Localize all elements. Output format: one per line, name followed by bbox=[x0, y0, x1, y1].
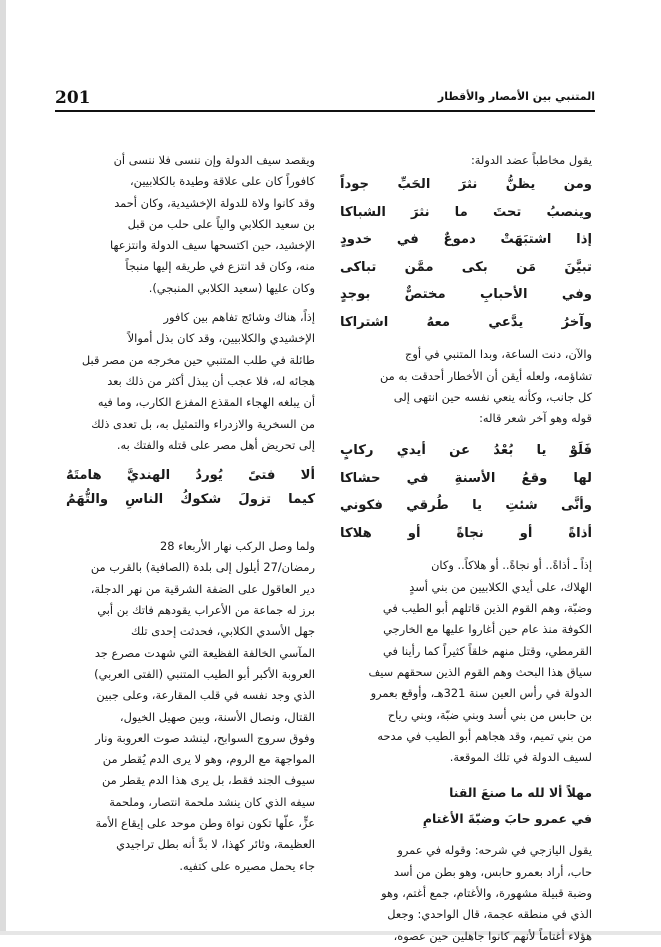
running-title: المتنبي بين الأمصار والأقطار bbox=[437, 90, 595, 103]
text-line: الإخشيد، حين اكتسحها سيف الدولة وانتزعها bbox=[109, 238, 315, 253]
text-line: العظيمة، وثائر كهذا، لا بدَّ أنه بطل تراجيدي bbox=[116, 837, 315, 852]
verse-line: في عمرو حابَ وضبّةَ الأغتامِ bbox=[422, 811, 592, 827]
verse-line: وأنَّى شئتِ يا طُرقي فكوني bbox=[340, 498, 592, 514]
text-line: المواجهة مع الروم، وهو لا يرى الدم يُقطر من bbox=[102, 752, 315, 767]
verse-line: تبيَّنَ مَن بكى ممَّن تباكى bbox=[340, 259, 592, 275]
verse-line: فَلَوْ يا بُعْدُ عن أيدي ركابٍ bbox=[340, 443, 592, 459]
text-line: بن حابس من بني أسد وبني ضبّة، وبني رياح bbox=[387, 707, 592, 722]
text-line: الدولة في رأس العين سنة 321هـ، وأوقع بعمرو bbox=[370, 686, 592, 701]
text-line: إلى تحريض أهل مصر على قتله والفتك به. bbox=[116, 437, 315, 452]
text-line: القرمطي، وقتل منهم خلقاً كثيراً كما رأينا في bbox=[383, 643, 592, 658]
verse-line: أذاةً أو نجاةً أو هلاكا bbox=[340, 525, 592, 541]
left-column bbox=[66, 150, 315, 877]
text-line: أن يبلغه الهجاء المقذع المفزع الكارب، وما فيه bbox=[97, 395, 315, 410]
text-line: رمضان/27 أيلول إلى بلدة (الصافية) بالقرب من bbox=[90, 560, 315, 575]
text-line: من بني تميم، وقد هجاهم أبو الطيب في مدحه bbox=[377, 728, 592, 743]
text-line: هؤلاء أغتاماً لأنهم كانوا جاهلين حين عصوه، bbox=[393, 928, 592, 943]
text-line: إذاً، هناك وشائج تفاهم بين كافور bbox=[163, 310, 315, 325]
text-line: تشاؤمه، ولعله أيقن أن الأخطار أحدقت به من bbox=[379, 368, 592, 383]
text-line: برز له جماعة من الأعراب يقودهم فاتك بن أبي bbox=[97, 603, 315, 618]
text-line: الكوفة منذ عام حين أغاروا عليها مع الخارجي bbox=[383, 622, 592, 637]
text-line: وقد كانوا ولاة للدولة الإخشيدية، وكان أحمد bbox=[114, 195, 315, 210]
verse-line: وفي الأحبابِ مختصٌّ بوجدٍ bbox=[340, 287, 592, 303]
verse-line: كيما تزولَ شكوكُ الناسِ والتُّهَمُ bbox=[66, 492, 315, 508]
text-line: كل جانب، وكأنه ينعي نفسه حين انتهى إلى bbox=[393, 389, 592, 404]
text-line: جاء يحمل مصيره على كتفيه. bbox=[179, 858, 315, 873]
header-rule bbox=[55, 110, 595, 112]
right-column bbox=[340, 150, 592, 947]
text-line: هجائه له، فلا عجب أن يبذل أكثر من ذلك بعد bbox=[107, 373, 315, 388]
text-line: الذي في منطقه عجمة، قال الواحدي: وجعل bbox=[387, 907, 592, 922]
text-line: ويقصد سيف الدولة وإن ننسى فلا ننسى أن bbox=[113, 153, 315, 167]
text-line: القتال، ونصال الأسنة، وبين صهيل الخيول، bbox=[119, 709, 315, 724]
page-edge-shadow bbox=[0, 0, 6, 935]
verse-line: ألا فتىً يُوردُ الهنديَّ هامتَهُ bbox=[66, 468, 315, 484]
text-line: جهل الأسدي الكلابي، فحدثت إحدى تلك bbox=[131, 624, 315, 639]
text-line: دير العاقول على الضفة الشرقية من نهر الدجلة، bbox=[90, 581, 315, 596]
page-header bbox=[55, 84, 595, 114]
text-line: بن سعيد الكلابي والياً على حلب من قبل bbox=[127, 216, 315, 231]
text-line: سيوف الجند فقط، بل يرى هذا الدم يقطر من bbox=[101, 773, 315, 788]
text-line: عزٍّ، علّها تكون نواة وطن موحد على إيقاع الأمة bbox=[95, 816, 315, 831]
text-line: قوله وهو آخر شعر قاله: bbox=[479, 411, 592, 426]
verse-line: لها وقعُ الأسنةِ في حشاكا bbox=[340, 470, 592, 486]
text-line: العروبة الأكبر أبو الطيب المتنبي (الفتى العربي) bbox=[94, 666, 315, 681]
page-number: 201 bbox=[55, 88, 91, 108]
text-line: منه، وكان قد انتزع في طريقه إليها منبجاً bbox=[125, 259, 315, 274]
text-line: ولما وصل الركب نهار الأربعاء 28 bbox=[159, 539, 315, 554]
text-line: لسيف الدولة في تلك الموقعة. bbox=[449, 750, 592, 765]
text-line: إذاً ـ أذاةً.. أو نجاةً.. أو هلاكاً.. وكان bbox=[431, 558, 592, 573]
text-line: سيفه الذي كان ينشد ملحمة انتصار، وملحمة bbox=[109, 794, 315, 809]
verse-line: مهلاً ألا لله ما صنعَ القنا bbox=[449, 785, 592, 801]
text-line: المآسي الخالفة الفظيعة التي شهدت مصرع جد bbox=[94, 645, 315, 660]
text-line: يقول اليازجي في شرحه: وقوله في عمرو bbox=[397, 843, 592, 858]
text-line: وفوق سروج السوابح، لينشد صوت العروبة ونار bbox=[95, 730, 315, 745]
text-line: وكان عليها (سعيد الكلابي المنبجي). bbox=[148, 280, 315, 295]
verse-line: إذا اشتبَهَتْ دموعٌ في خدودٍ bbox=[340, 232, 592, 248]
text-line: الذي وجد نفسه في قلب المقارعة، وعلى جبين bbox=[96, 688, 315, 703]
text-line: حاب، أراد بعمرو حابس، وهو بطن من أسد bbox=[393, 864, 592, 879]
text-line: من السخرية والازدراء والتمثيل به، بل تعدى ذلك bbox=[91, 416, 315, 431]
text-line: والآن، دنت الساعة، وبدا المتنبي في أوج bbox=[405, 347, 592, 362]
text-line: طائلة في طلب المتنبي حين مخرجه من مصر قبل bbox=[81, 352, 315, 367]
text-line: كافوراً كان على علاقة وطيدة بالكلابيين، bbox=[130, 174, 315, 189]
verse-line: وآخرُ يدَّعي معهُ اشتراكا bbox=[340, 314, 592, 330]
text-line: سياق هذا البحث وهم القوم الذين سحقهم سيف bbox=[368, 664, 592, 679]
text-line: وضبّة، وهم القوم الذين قاتلهم أبو الطيب في bbox=[382, 601, 592, 616]
text-line: الهلاك، على أيدي الكلابيين من بني أسدٍ bbox=[409, 579, 592, 594]
verse-line: وينصبُ تحتَ ما نثرَ الشباكا bbox=[340, 204, 592, 220]
intro-line: يقول مخاطباً عضد الدولة: bbox=[470, 153, 592, 167]
text-line: الإخشيدي والكلابيين، وقد كان بذل أموالاً bbox=[127, 331, 315, 346]
text-line: وضبة قبيلة مشهورة، والأغتام، جمع أغتم، وهو bbox=[381, 886, 592, 901]
verse-line: ومن يظنُّ نثرَ الحَبِّ جوداً bbox=[340, 177, 592, 193]
